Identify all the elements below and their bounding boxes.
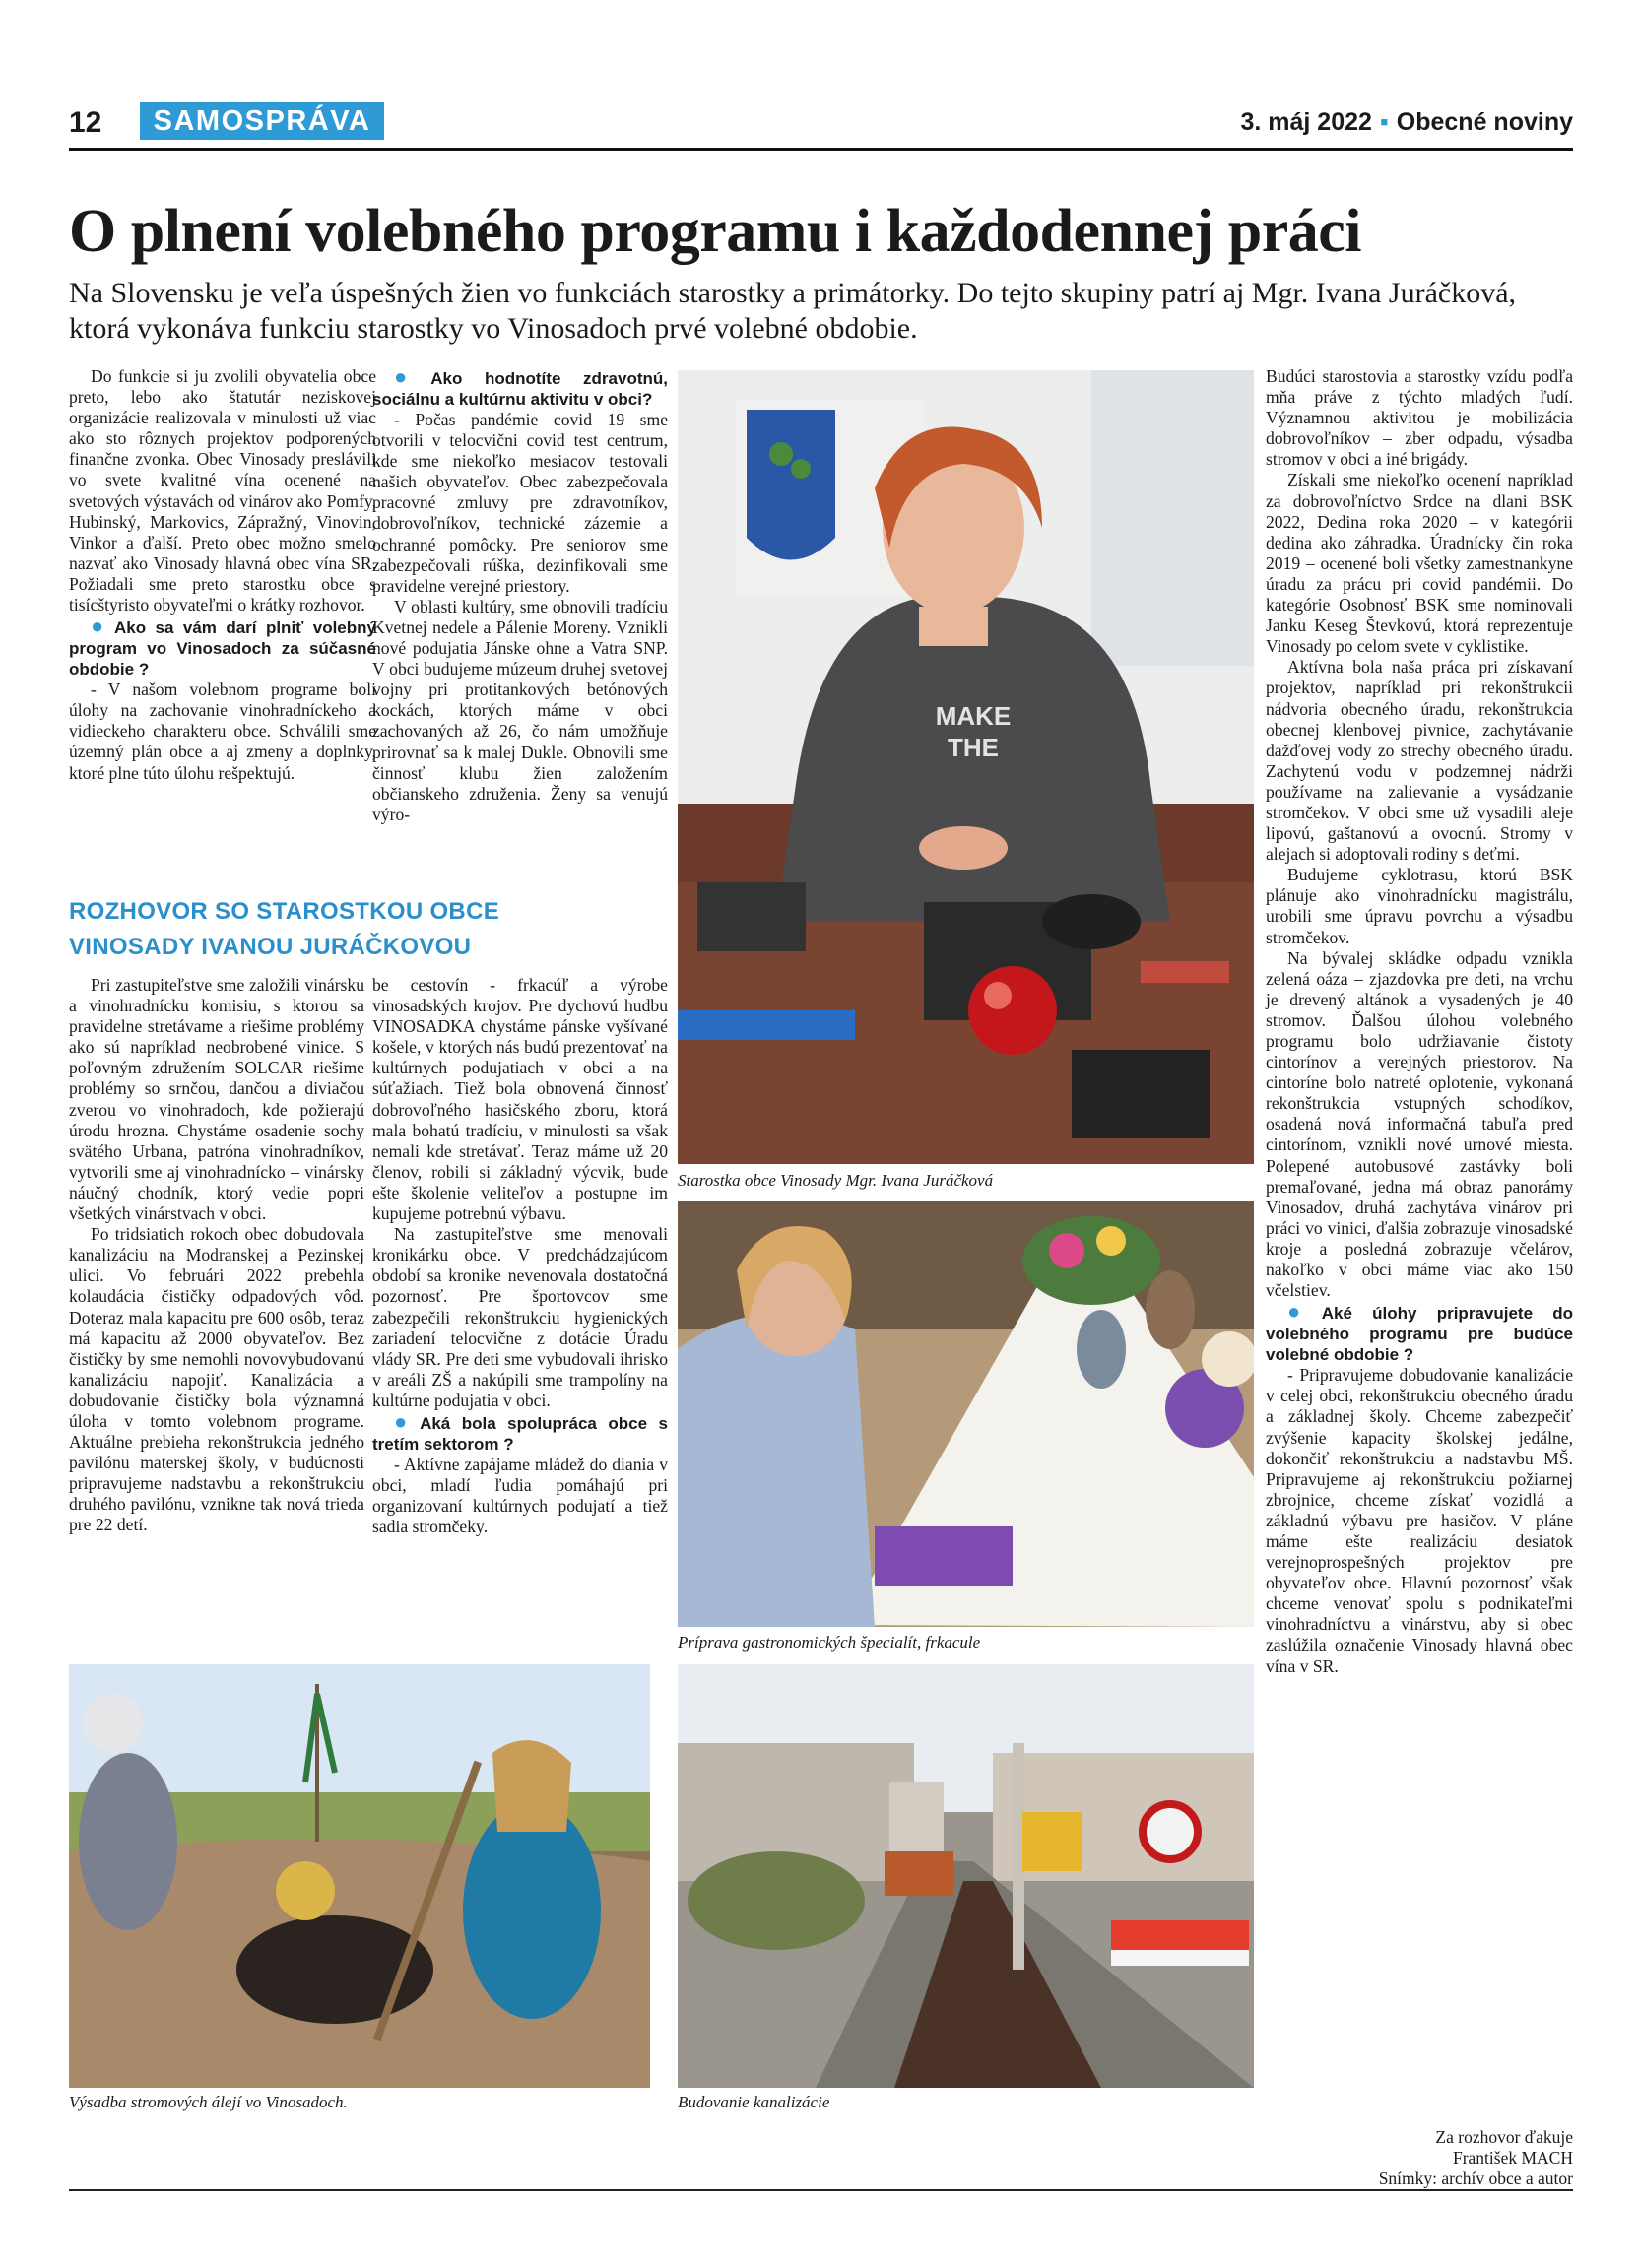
paragraph: V oblasti kultúry, sme obnovili tradíciu Kvetnej nedele a Pálenie Moreny. Vznikli nové podujatia Jánske ohne a Vatra SNP. V obci budujeme múzeum druhej svetovej vojny pri protitankových betónových kockách, ktorých máme v obci zachovaných až 26, čo nám umožňuje prirovnať sa k malej Dukle. Obnovili sme činnosť klubu žien založením občianskeho združenia. Ženy sa venujú výro- xyxy=(372,596,668,824)
credit-line: Snímky: archív obce a autor xyxy=(1378,2169,1573,2188)
credit-line: Za rozhovor ďakuje xyxy=(1435,2127,1573,2147)
credit-line: František MACH xyxy=(1452,2148,1573,2168)
trees-photo xyxy=(69,1664,650,2088)
mayor-photo xyxy=(678,370,1254,1164)
separator-dot-icon: ▪ xyxy=(1379,108,1389,136)
paragraph: - Počas pandémie covid 19 sme otvorili v telocvični covid test centrum, kde sme niekoľko mesiacov testovali našich obyvateľov. Obec zabezpečovala pracovné zmluvy pre zdravotníkov, dobrovoľníkov, technické zázemie a ochranné pomôcky. Pre seniorov sme zabezpečovali rúška, dezinfikovali sme pravidelne verejné priestory. xyxy=(372,410,668,596)
column-4 xyxy=(1266,366,1573,1677)
subheadline-line: VINOSADY IVANOU JURÁČKOVOU xyxy=(69,934,472,960)
question-text: Ako sa vám darí plniť volebný program vo Vinosadoch za súčasné obdobie ? xyxy=(69,618,376,680)
paragraph: Pri zastupiteľstve sme založili vinársku a vinohradnícku komisiu, s ktorou sa pravidelne stretávame a riešime problémy ako sú napríklad neobrobené vinice. S poľovným združením SOLCAR riešime problémy so srnčou, dančou a diviačou zverou vo vinohradoch, kde požierajú úrodu hrozna. Chystáme osadenie sochy svätého Urbana, patróna vinohradníkov, vytvorili sme aj vinohradnícko – vinársky náučný chodník, ktorý vedie popri všetkých vinárstvach v obci. xyxy=(69,975,364,1224)
frkacule-photo xyxy=(678,1201,1254,1627)
bullet-icon: ● xyxy=(91,614,108,639)
paper-name: Obecné noviny xyxy=(1396,108,1573,136)
paragraph: Budujeme cyklotrasu, ktorú BSK plánuje ako vinohradnícku magistrálu, urobili sme úpravu povrchu a výsadbu stromčekov. xyxy=(1266,865,1573,947)
question-text: Aká bola spolupráca obce s tretím sektorom ? xyxy=(372,1413,668,1454)
subheadline xyxy=(69,894,499,965)
question-text: Ako hodnotíte zdravotnú, sociálnu a kultúrnu aktivitu v obci? xyxy=(372,369,668,409)
issue-date: 3. máj 2022 xyxy=(1240,108,1372,136)
paragraph: - Aktívne zapájame mládež do diania v obci, mladí ľudia pomáhajú pri organizovaní kultúrnych podujatí a tiež sadia stromčeky. xyxy=(372,1454,668,1537)
photo-caption: Príprava gastronomických špecialít, frkacule xyxy=(678,1633,981,1652)
column-2-top xyxy=(372,366,668,825)
dateline xyxy=(1240,108,1573,137)
paragraph: Po tridsiatich rokoch obec dobudovala kanalizáciu na Modranskej a Pezinskej ulici. Vo februári 2022 prebehla kolaudácia čističky odpadových vôd. Doteraz mala kapacitu pre 600 osôb, teraz má kapacitu až 2000 obyvateľov. Bez čističky by sme nemohli novovybudovanú kanalizáciu napojiť. Kanalizácia a dobudovanie čističky bola významná úloha v tomto volebnom programe. Aktuálne prebieha rekonštrukcia jedného pavilónu materskej školy, v budúcnosti pripravujeme nadstavbu a rekonštrukciu druhého pavilónu, vznikne tak nová trieda pre 22 detí. xyxy=(69,1224,364,1535)
sewer-photo xyxy=(678,1664,1254,2088)
page-number: 12 xyxy=(69,106,102,139)
column-2-bottom xyxy=(372,975,668,1537)
question xyxy=(372,366,668,410)
bullet-icon: ● xyxy=(394,1408,415,1434)
paragraph: Na zastupiteľstve sme menovali kronikárku obce. V predchádzajúcom období sa kronike nevenovala dostatočná pozornosť. Pre športovcov sme zabezpečili rekonštrukciu hygienických zariadení telocvične z dotácie Úradu vlády SR. Pre deti sme vybudovali ihrisko v areáli ZŠ a nakúpili sme trampolíny na kultúrne podujatia v obci. xyxy=(372,1224,668,1410)
paragraph: Na bývalej skládke odpadu vznikla zelená oáza – zjazdovka pre deti, na vrchu je drevený altánok a vysadených je 40 stromov. Ďalšou úlohou volebného programu bolo udržiavanie čistoty cintorínov a verejných priestorov. Na cintoríne bolo natreté oplotenie, vykonaná rekonštrukcia vstupných schodíkov, osadená nová informačná tabuľa pred cintorínom, vznikli nové urnové miesta. Polepené autobusové zastávky boli premaľované, jedna má obraz panorámy Vinosadov, druhá zachytáva vinárov pri práci vo vinici, ďalšia zobrazuje vinosadské kroje a posledná zobrazuje včelárov, nakoľko v obci máme viac ako 150 včelstiev. xyxy=(1266,947,1573,1301)
footer-rule xyxy=(69,2189,1573,2191)
shirt-print: MAKE xyxy=(935,701,1012,731)
bullet-icon: ● xyxy=(1287,1299,1316,1325)
paragraph: - V našom volebnom programe boli úlohy na zachovanie vinohradníckeho a vidieckeho charakteru obce. Schválili sme územný plán obce a aj zmeny a doplnky, ktoré plne túto úlohu rešpektujú. xyxy=(69,680,376,783)
paragraph: Aktívna bola naša práca pri získavaní projektov, napríklad pri rekonštrukcii nádvoria obecného úradu, rekonštrukcia obecnej klenbovej pivnice, zachytávanie dažďovej vody zo strechy obecného úradu. Zachytenú vodu v podzemnej nádrži používame na zalievanie a vysádzanie stromčekov. V obci sme už vysadili aleje lipovú, gaštanovú a ovocnú. Stromy v alejach si adoptovali rodiny s deťmi. xyxy=(1266,657,1573,865)
paragraph: - Pripravujeme dobudovanie kanalizácie v celej obci, rekonštrukciu obecného úradu a základnej školy. Chceme zabezpečiť zvýšenie kapacity školskej jedálne, dokončiť rekonštrukciu a nadstavbu MŠ. Pripravujeme aj rekonštrukciu požiarnej zbrojnice, chceme získať vozidlá a základnú výbavu pre hasičov. V pláne máme ešte realizáciu desiatok verejnoprospešných projektov pre obyvateľov obce. Hlavnú pozornosť však chceme venovať spolu s podnikateľmi vinohradníctvu a vinárstvu, aby si obec zaslúžila označenie Vinosady hlavná obec vína v SR. xyxy=(1266,1365,1573,1676)
paragraph: Získali sme niekoľko ocenení napríklad za dobrovoľníctvo Srdce na dlani BSK 2022, Dedina roka 2020 – v kategórii dedina ako záhradka. Úradnícky čin roka 2019 – ocenené boli všetky zamestnankyne úradu za prácu pri covid pandémii. Do kategórie Osobnosť BSK sme nominovali Janku Keseg Števkovú, ktorá reprezentuje Vinosady po celom svete v cyklistike. xyxy=(1266,470,1573,657)
photo-caption: Výsadba stromových álejí vo Vinosadoch. xyxy=(69,2093,348,2111)
shirt-print: THE xyxy=(948,733,999,762)
question-text: Aké úlohy pripravujete do volebného programu pre budúce volebné obdobie ? xyxy=(1266,1304,1573,1365)
header-rule xyxy=(69,148,1573,151)
section-label: SAMOSPRÁVA xyxy=(140,102,384,140)
subheadline-line: ROZHOVOR SO STAROSTKOU OBCE xyxy=(69,898,500,925)
question xyxy=(1266,1301,1573,1365)
article-headline: O plnení volebného programu i každodennej práci xyxy=(69,198,1361,265)
question xyxy=(372,1408,668,1455)
question xyxy=(69,616,376,680)
column-1-bottom xyxy=(69,975,364,1536)
credits xyxy=(1266,2127,1573,2189)
column-1-top xyxy=(69,366,376,784)
photo-caption: Budovanie kanalizácie xyxy=(678,2093,830,2111)
paragraph: be cestovín - frkacúľ a výrobe vinosadských krojov. Pre dychovú hudbu VINOSADKA chystáme pánske vyšívané košele, v ktorých nás budú prezentovať na kultúrnych podujatiach v obci a na súťažiach. Tiež bola obnovená činnosť dobrovoľného hasičského zboru, ktorá mala bohatú tradíciu, v minulosti sa však nemali kde stretávať. Teraz máme už 20 členov, robili si základný výcvik, bude ešte školenie veliteľov a postupne im kupujeme potrebnú výbavu. xyxy=(372,975,668,1224)
bullet-icon: ● xyxy=(394,364,426,389)
paragraph: Budúci starostovia a starostky vzídu podľa mňa práve z týchto mladých ľudí. Významnou aktivitou je mobilizácia dobrovoľníkov – zber odpadu, výsadba stromov v obci a iné brigády. xyxy=(1266,366,1573,470)
paragraph: Do funkcie si ju zvolili obyvatelia obce preto, lebo ako štatutár neziskovej organizácie realizovala v minulosti už viac ako sto rôznych projektov podporených finančne zvonka. Obec Vinosady preslávili vo svete kvalitné vína ocenené na svetových výstavách od vinárov ako Pomfy, Hubinský, Markovics, Zápražný, Vinovin, Vinkor a ďalší. Preto obec možno smelo nazvať ako Vinosady hlavná obec vína SR. Požiadali sme preto starostku obce s tisícštyristo obyvateľmi o krátky rozhovor. xyxy=(69,366,376,616)
article-lead: Na Slovensku je veľa úspešných žien vo funkciách starostky a primátorky. Do tejto skupiny patrí aj Mgr. Ivana Juráčková, ktorá vykonáva funkciu starostky vo Vinosadoch prvé volebné obdobie. xyxy=(69,277,1517,345)
photo-caption: Starostka obce Vinosady Mgr. Ivana Juráčková xyxy=(678,1171,994,1190)
